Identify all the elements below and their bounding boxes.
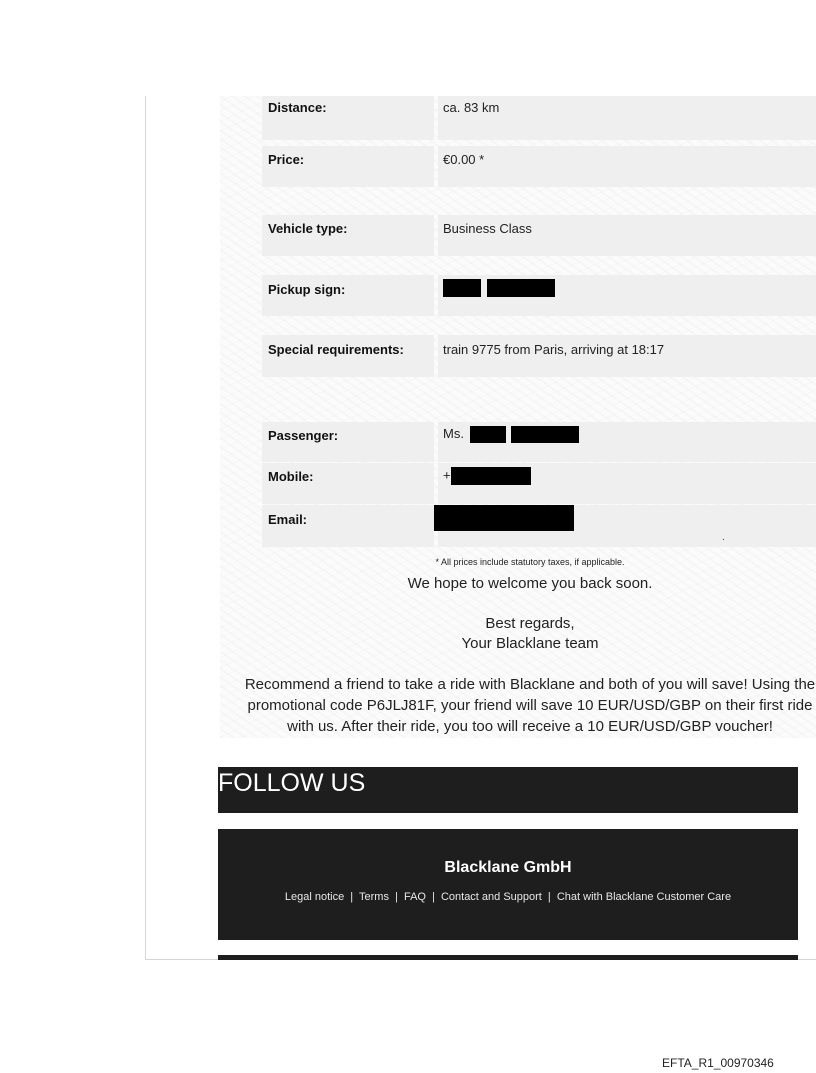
passenger-row <box>262 422 816 462</box>
price-label: Price: <box>262 146 434 187</box>
follow-us-bar <box>218 767 798 813</box>
passenger-label: Passenger: <box>262 422 434 462</box>
mobile-prefix: + <box>443 467 451 483</box>
redaction-block <box>434 505 574 531</box>
link-separator: | <box>395 891 398 903</box>
distance-row <box>262 96 816 140</box>
redaction-block <box>443 279 481 297</box>
mobile-row <box>262 463 816 504</box>
pickup-sign-value <box>438 275 816 316</box>
follow-us-heading: FOLLOW US <box>218 769 366 797</box>
regards-block <box>220 614 816 654</box>
link-separator: | <box>432 891 435 903</box>
mobile-label: Mobile: <box>262 463 434 504</box>
redaction-block <box>511 426 579 443</box>
footer-links <box>218 891 798 903</box>
price-footnote: * All prices include statutory taxes, if applicable. <box>435 557 625 567</box>
passenger-title: Ms. <box>443 426 464 441</box>
faq-link[interactable]: FAQ <box>403 891 426 903</box>
vehicle-value: Business Class <box>438 215 816 256</box>
link-separator: | <box>547 891 551 903</box>
welcome-message: We hope to welcome you back soon. <box>407 575 653 592</box>
legal-notice-link[interactable]: Legal notice <box>284 891 345 903</box>
redaction-block <box>487 279 555 297</box>
price-value: €0.00 * <box>438 146 816 187</box>
redaction-block <box>451 467 531 485</box>
distance-label: Distance: <box>262 96 434 140</box>
passenger-value <box>438 422 816 462</box>
email-value <box>438 505 816 547</box>
pickup-sign-row <box>262 275 816 316</box>
special-requirements-value: train 9775 from Paris, arriving at 18:17 <box>438 335 816 377</box>
regards-line: Best regards, <box>485 615 575 632</box>
email-label: Email: <box>262 505 434 547</box>
footer-bottom-bar <box>218 955 798 960</box>
vehicle-row <box>262 215 816 256</box>
company-footer <box>218 829 798 940</box>
terms-link[interactable]: Terms <box>359 891 389 903</box>
special-requirements-row <box>262 335 816 377</box>
mobile-value <box>438 463 816 504</box>
pickup-sign-label: Pickup sign: <box>262 275 434 316</box>
contact-support-link[interactable]: Contact and Support <box>440 891 542 903</box>
distance-value: ca. 83 km <box>438 96 816 140</box>
email-row <box>262 505 816 547</box>
chat-support-link[interactable]: Chat with Blacklane Customer Care <box>556 891 732 903</box>
team-signature: Your Blacklane team <box>461 635 599 652</box>
special-requirements-label: Special requirements: <box>262 335 434 377</box>
document-id: EFTA_R1_00970346 <box>662 1056 774 1070</box>
referral-message: Recommend a friend to take a ride with Blacklane and both of you will save! Using the promotional code P6JLJ81F, your friend will save 10 EUR/USD/GBP on their first ride with us. After their ride, you too will receive a 10 EUR/USD/GBP voucher! <box>244 676 816 735</box>
price-row <box>262 146 816 187</box>
stray-dot: . <box>722 532 725 543</box>
vehicle-label: Vehicle type: <box>262 215 434 256</box>
redaction-block <box>470 426 506 443</box>
company-name: Blacklane GmbH <box>444 859 572 876</box>
link-separator: | <box>350 891 354 903</box>
